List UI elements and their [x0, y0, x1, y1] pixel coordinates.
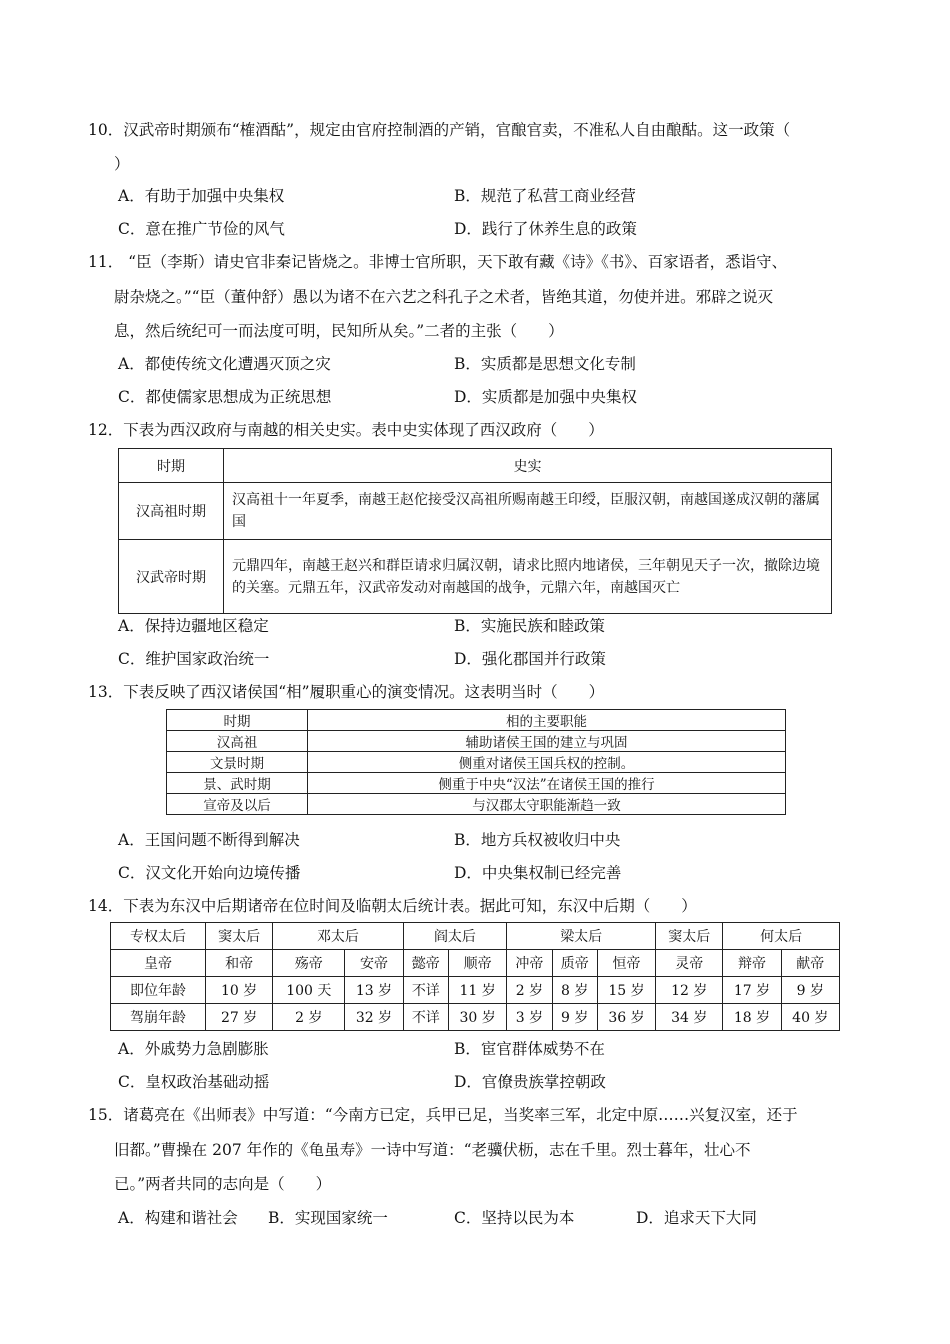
- q15-stem-line-2: 旧都。”曹操在 207 年作的《龟虽寿》一诗中写道：“老骥伏枥，志在千里。烈士暮年，壮心不: [114, 1141, 751, 1159]
- q14-death-cell: 34 岁: [656, 1004, 723, 1031]
- q11-option-a[interactable]: A．都使传统文化遭遇灭顶之灾: [118, 355, 331, 373]
- q14-emperor-label: 皇帝: [111, 950, 206, 977]
- q14-emperor-cell: 灵帝: [656, 950, 723, 977]
- q10-option-d[interactable]: D．践行了休养生息的政策: [454, 220, 637, 238]
- q12-option-d[interactable]: D．强化郡国并行政策: [454, 650, 606, 668]
- q11-option-c[interactable]: C．都使儒家思想成为正统思想: [118, 388, 332, 406]
- q14-regent-2: 邓太后: [273, 923, 403, 950]
- q14-emperor-cell: 懿帝: [403, 950, 448, 977]
- q15-stem-line-1: 15．诸葛亮在《出师表》中写道：“今南方已定，兵甲已足，当奖率三军，北定中原……兴复汉室，还于: [88, 1106, 798, 1124]
- q14-accession-cell: 13 岁: [345, 977, 403, 1004]
- q12-stem: 12．下表为西汉政府与南越的相关史实。表中史实体现了西汉政府（ ）: [88, 421, 604, 439]
- q12-row-2-period: 汉武帝时期: [119, 540, 224, 614]
- q12-option-a[interactable]: A．保持边疆地区稳定: [118, 617, 269, 635]
- q14-stem: 14．下表为东汉中后期诸帝在位时间及临朝太后统计表。据此可知，东汉中后期（ ）: [88, 897, 697, 915]
- q10-option-b[interactable]: B．规范了私营工商业经营: [454, 187, 636, 205]
- q14-accession-cell: 100 天: [273, 977, 345, 1004]
- q14-option-a[interactable]: A．外戚势力急剧膨胀: [118, 1040, 269, 1058]
- q12-header-period: 时期: [119, 449, 224, 483]
- q14-emperor-cell: 献帝: [781, 950, 839, 977]
- q14-table: [110, 922, 840, 1031]
- q15-stem-line-3: 已。”两者共同的志向是（ ）: [114, 1175, 332, 1193]
- q13-table: [166, 709, 786, 815]
- q14-death-cell: 27 岁: [206, 1004, 273, 1031]
- q13-row-4-function: 与汉郡太守职能渐趋一致: [308, 794, 786, 815]
- q14-regent-6: 何太后: [723, 923, 840, 950]
- q14-death-cell: 32 岁: [345, 1004, 403, 1031]
- q10-option-a[interactable]: A．有助于加强中央集权: [118, 187, 285, 205]
- q14-death-cell: 9 岁: [552, 1004, 597, 1031]
- q11-stem-line-1: 11． “臣（李斯）请史官非秦记皆烧之。非博士官所职，天下敢有藏《诗》《书》、百家语者，悉诣守、: [88, 253, 788, 271]
- q14-regent-label: 专权太后: [111, 923, 206, 950]
- q14-emperor-cell: 殇帝: [273, 950, 345, 977]
- q13-row-2-period: 文景时期: [167, 752, 308, 773]
- q13-row-1-function: 辅助诸侯王国的建立与巩固: [308, 731, 786, 752]
- q14-regent-5: 窦太后: [656, 923, 723, 950]
- q13-row-2-function: 侧重对诸侯王国兵权的控制。: [308, 752, 786, 773]
- q14-emperor-cell: 辩帝: [723, 950, 781, 977]
- q10-stem: 10．汉武帝时期颁布“榷酒酤”，规定由官府控制酒的产销，官酿官卖，不准私人自由酿酤。这一政策（: [88, 121, 791, 139]
- q14-accession-cell: 2 岁: [507, 977, 552, 1004]
- q12-row-1-period: 汉高祖时期: [119, 483, 224, 540]
- q13-row-1-period: 汉高祖: [167, 731, 308, 752]
- q14-death-cell: 36 岁: [597, 1004, 655, 1031]
- q12-header-fact: 史实: [224, 449, 832, 483]
- q14-option-b[interactable]: B．宦官群体威势不在: [454, 1040, 605, 1058]
- q11-stem-line-2: 尉杂烧之。”“臣（董仲舒）愚以为诸不在六艺之科孔子之术者，皆绝其道，勿使并进。邪辟之说灭: [114, 288, 774, 306]
- q12-option-b[interactable]: B．实施民族和睦政策: [454, 617, 605, 635]
- q14-death-cell: 不详: [403, 1004, 448, 1031]
- q14-regent-3: 阎太后: [403, 923, 507, 950]
- q15-option-a[interactable]: A．构建和谐社会: [118, 1209, 238, 1227]
- q11-stem-line-3: 息，然后统纪可一而法度可明，民知所从矣。”二者的主张（ ）: [114, 322, 564, 340]
- q14-emperor-cell: 恒帝: [597, 950, 655, 977]
- q14-death-cell: 2 岁: [273, 1004, 345, 1031]
- q14-death-cell: 18 岁: [723, 1004, 781, 1031]
- q14-emperor-cell: 安帝: [345, 950, 403, 977]
- q15-option-b[interactable]: B．实现国家统一: [268, 1209, 388, 1227]
- q14-accession-cell: 不详: [403, 977, 448, 1004]
- q14-death-label: 驾崩年龄: [111, 1004, 206, 1031]
- q13-option-b[interactable]: B．地方兵权被收归中央: [454, 831, 621, 849]
- q14-death-cell: 3 岁: [507, 1004, 552, 1031]
- q14-regent-4: 梁太后: [507, 923, 656, 950]
- q14-accession-cell: 10 岁: [206, 977, 273, 1004]
- q15-option-d[interactable]: D．追求天下大同: [636, 1209, 757, 1227]
- q14-accession-cell: 15 岁: [597, 977, 655, 1004]
- q12-option-c[interactable]: C．维护国家政治统一: [118, 650, 270, 668]
- q12-table: [118, 448, 832, 614]
- q14-option-d[interactable]: D．官僚贵族掌控朝政: [454, 1073, 606, 1091]
- q11-option-d[interactable]: D．实质都是加强中央集权: [454, 388, 637, 406]
- q14-accession-cell: 12 岁: [656, 977, 723, 1004]
- q13-stem: 13．下表反映了西汉诸侯国“相”履职重心的演变情况。这表明当时（ ）: [88, 683, 605, 701]
- q14-regent-1: 窦太后: [206, 923, 273, 950]
- q12-row-1-fact: 汉高祖十一年夏季，南越王赵佗接受汉高祖所赐南越王印绶，臣服汉朝，南越国遂成汉朝的藩属国: [224, 483, 832, 540]
- q14-death-cell: 40 岁: [781, 1004, 839, 1031]
- q13-option-a[interactable]: A．王国问题不断得到解决: [118, 831, 300, 849]
- q10-stem-end: ）: [114, 155, 130, 173]
- q14-accession-label: 即位年龄: [111, 977, 206, 1004]
- q14-emperor-cell: 顺帝: [448, 950, 506, 977]
- q13-row-3-period: 景、武时期: [167, 773, 308, 794]
- q14-accession-cell: 11 岁: [448, 977, 506, 1004]
- q13-option-c[interactable]: C．汉文化开始向边境传播: [118, 864, 301, 882]
- q14-option-c[interactable]: C．皇权政治基础动摇: [118, 1073, 270, 1091]
- q14-accession-cell: 17 岁: [723, 977, 781, 1004]
- q13-header-function: 相的主要职能: [308, 710, 786, 731]
- q13-row-4-period: 宣帝及以后: [167, 794, 308, 815]
- q14-accession-cell: 8 岁: [552, 977, 597, 1004]
- q13-header-period: 时期: [167, 710, 308, 731]
- q14-emperor-cell: 质帝: [552, 950, 597, 977]
- q14-death-cell: 30 岁: [448, 1004, 506, 1031]
- q12-row-2-fact: 元鼎四年，南越王赵兴和群臣请求归属汉朝，请求比照内地诸侯，三年朝见天子一次，撤除边境的关塞。元鼎五年，汉武帝发动对南越国的战争，元鼎六年，南越国灭亡: [224, 540, 832, 614]
- q13-row-3-function: 侧重于中央“汉法”在诸侯王国的推行: [308, 773, 786, 794]
- q14-emperor-cell: 和帝: [206, 950, 273, 977]
- q15-option-c[interactable]: C．坚持以民为本: [454, 1209, 575, 1227]
- q13-option-d[interactable]: D．中央集权制已经完善: [454, 864, 622, 882]
- q11-option-b[interactable]: B．实质都是思想文化专制: [454, 355, 636, 373]
- q14-emperor-cell: 冲帝: [507, 950, 552, 977]
- q14-accession-cell: 9 岁: [781, 977, 839, 1004]
- q10-option-c[interactable]: C．意在推广节俭的风气: [118, 220, 285, 238]
